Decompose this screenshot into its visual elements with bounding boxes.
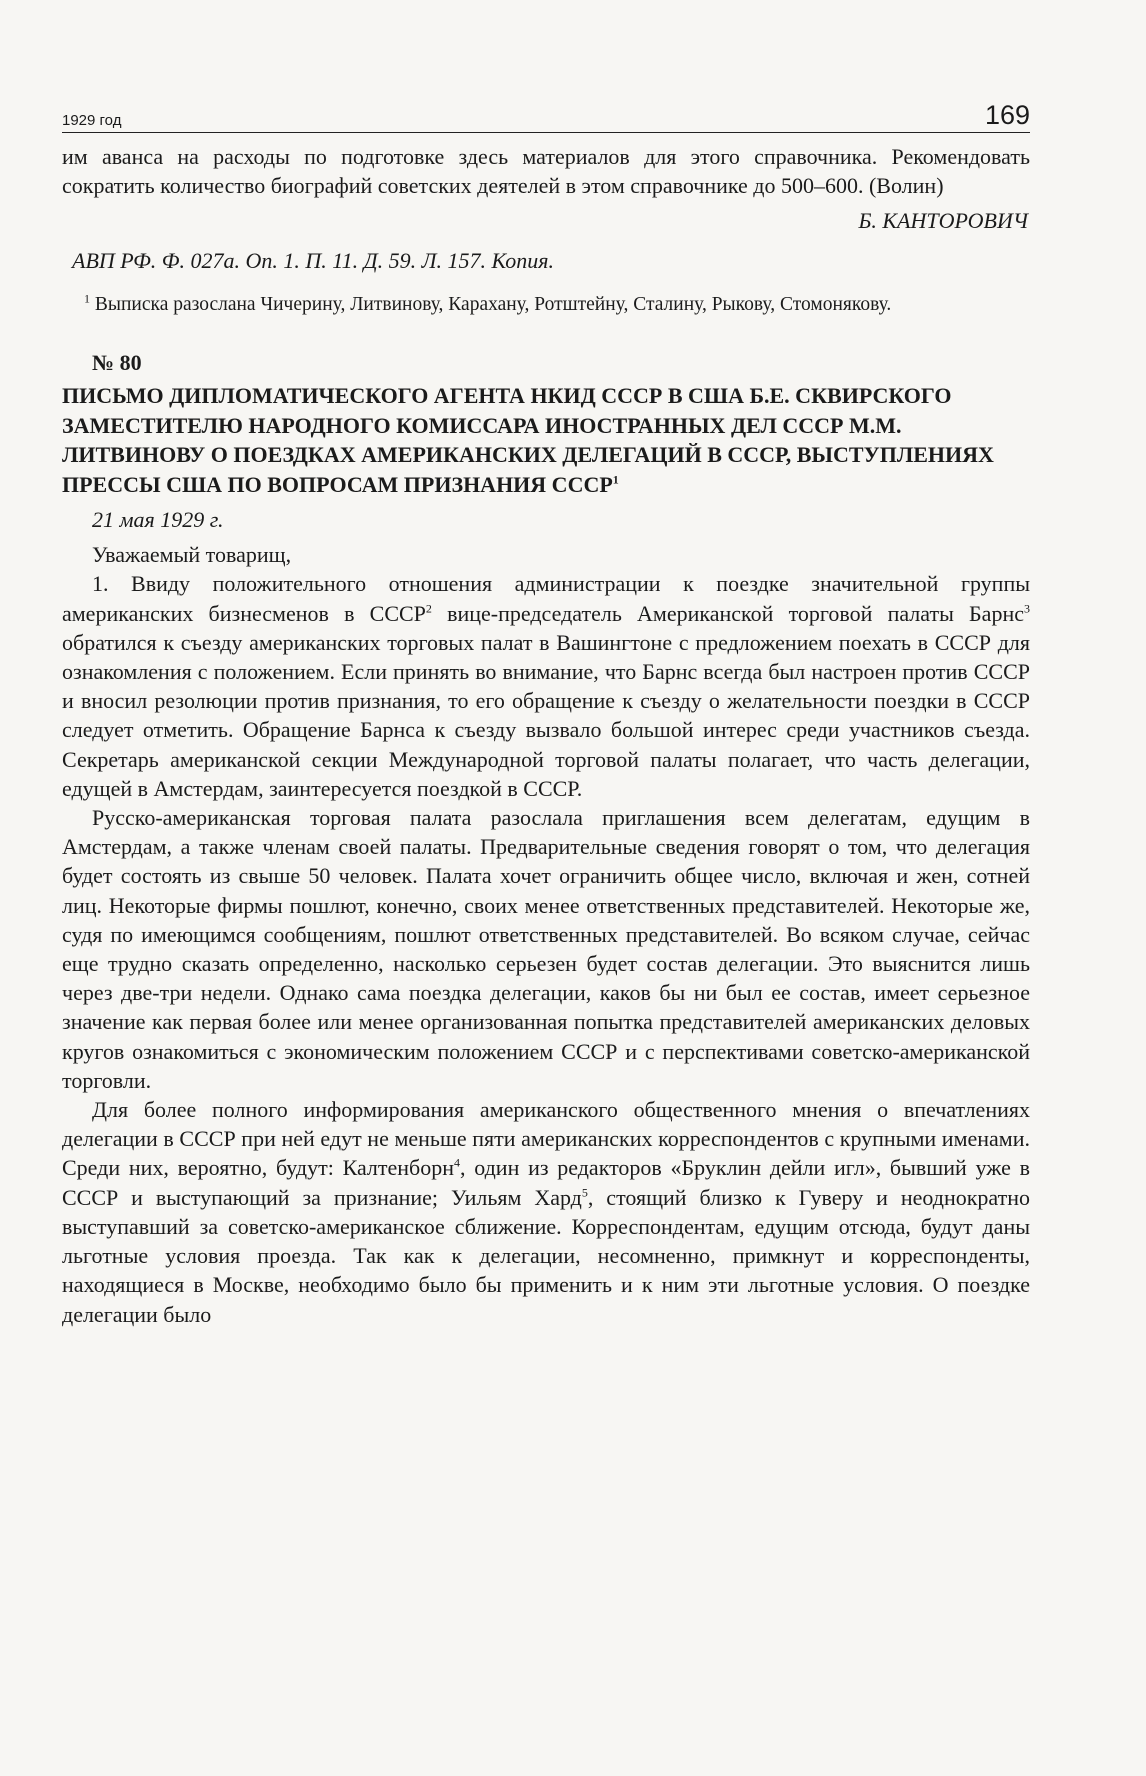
paragraph-2: Русско-американская торговая палата разослала приглашения всем делегатам, едущим в Амстердам, а также членам своей палаты. Предварительные сведения говорят о том, что делегация будет состоять из свыше 50 человек. Палата хочет ограничить общее число, включая и жен, сотней лиц. Некоторые фирмы пошлют, конечно, своих менее ответственных представителей. Некоторые же, судя по имеющимся сообщениям, пошлют ответственных представителей. Во всяком случае, сейчас еще трудно сказать определенно, насколько серьезен будет состав делегации. Это выяснится лишь через две-три недели. Однако сама поездка делегации, каков бы ни был ее состав, имеет серьезное значение как первая более или менее организованная попытка представителей американских деловых кругов ознакомиться с экономическим положением СССР и с перспективами советско-американской торговли. [62,805,1030,1093]
footnote-ref-5: 5 [581,1185,588,1200]
paragraph-3-part: , один из редакторов «Бруклин дейли игл», бывший уже в СССР и выступающий за признание; Уильям Хард [62,1155,1030,1210]
page-content [62,142,1030,1329]
page-number: 169 [984,100,1030,130]
paragraph-3-part: , стоящий близко к Гуверу и неоднократно выступавший за советско-американское сближение. Корреспондентам, едущим отсюда, будут даны льготные условия проезда. Так как к делегации, несомненно, примкнут и корреспонденты, находящиеся в Москве, необходимо было бы применить и к ним эти льготные условия. О поездке делегации было [62,1184,1030,1327]
footnote [62,291,1030,318]
paragraph-3-part: Для более полного информирования американского общественного мнения о впечатлениях делегации в СССР при ней едут не меньше пяти американских корреспондентов с крупными именами. Среди них, вероятно, будут: Калтенборн [62,1097,1030,1181]
paragraph-1-part: 1. Ввиду положительного отношения администрации к поездке значительной группы американских бизнесменов в СССР [62,571,1030,626]
footnote-ref-3: 3 [1024,601,1030,616]
paragraph-1 [62,569,1030,803]
footnote-text: Выписка разослана Чичерину, Литвинову, Карахану, Ротштейну, Сталину, Рыкову, Стомонякову. [94,293,892,315]
paragraph-1-part: вице-председатель Американской торговой палаты Барнс [431,600,1024,626]
document-title [62,381,1030,499]
footnote-mark: 1 [84,291,90,306]
footnote-ref-4: 4 [454,1156,461,1171]
paragraph-3 [62,1095,1030,1329]
continued-paragraph: им аванса на расходы по подготовке здесь материалов для этого справочника. Рекомендовать сократить количество биографий советских деятелей в этом справочнике до 500–600. (Волин) [62,144,1030,199]
running-header [62,100,1030,133]
signature: Б. КАНТОРОВИЧ [858,208,1028,234]
document-title-text: ПИСЬМО ДИПЛОМАТИЧЕСКОГО АГЕНТА НКИД СССР В США Б.Е. СКВИРСКОГО ЗАМЕСТИТЕЛЮ НАРОДНОГО КОМИССАРА ИНОСТРАННЫХ ДЕЛ СССР М.М. ЛИТВИНОВУ О ПОЕЗДКАХ АМЕРИКАНСКИХ ДЕЛЕГАЦИЙ В СССР, ВЫСТУПЛЕНИЯХ ПРЕССЫ США ПО ВОПРОСАМ ПРИЗНАНИЯ СССР [62,383,994,497]
document-date: 21 мая 1929 г. [92,507,224,533]
header-year: 1929 год [62,112,122,129]
title-footnote-mark: 1 [612,472,619,487]
archive-reference: АВП РФ. Ф. 027а. Оп. 1. П. 11. Д. 59. Л. 157. Копия. [72,247,555,273]
greeting: Уважаемый товарищ, [92,542,292,568]
footnote-ref-2: 2 [425,601,432,616]
document-number: № 80 [92,349,142,375]
paragraph-1-part: обратился к съезду американских торговых палат в Вашингтоне с предложением поехать в СССР для ознакомления с положением. Если принять во внимание, что Барнс всегда был настроен против СССР и вносил резолюции против признания, то его обращение к съезду о желательности поездки в СССР следует отметить. Обращение Барнса к съезду вызвало большой интерес среди участников съезда. Секретарь американской секции Международной торговой палаты полагает, что часть делегации, едущей в Амстердам, заинтересуется поездкой в СССР. [62,629,1030,801]
